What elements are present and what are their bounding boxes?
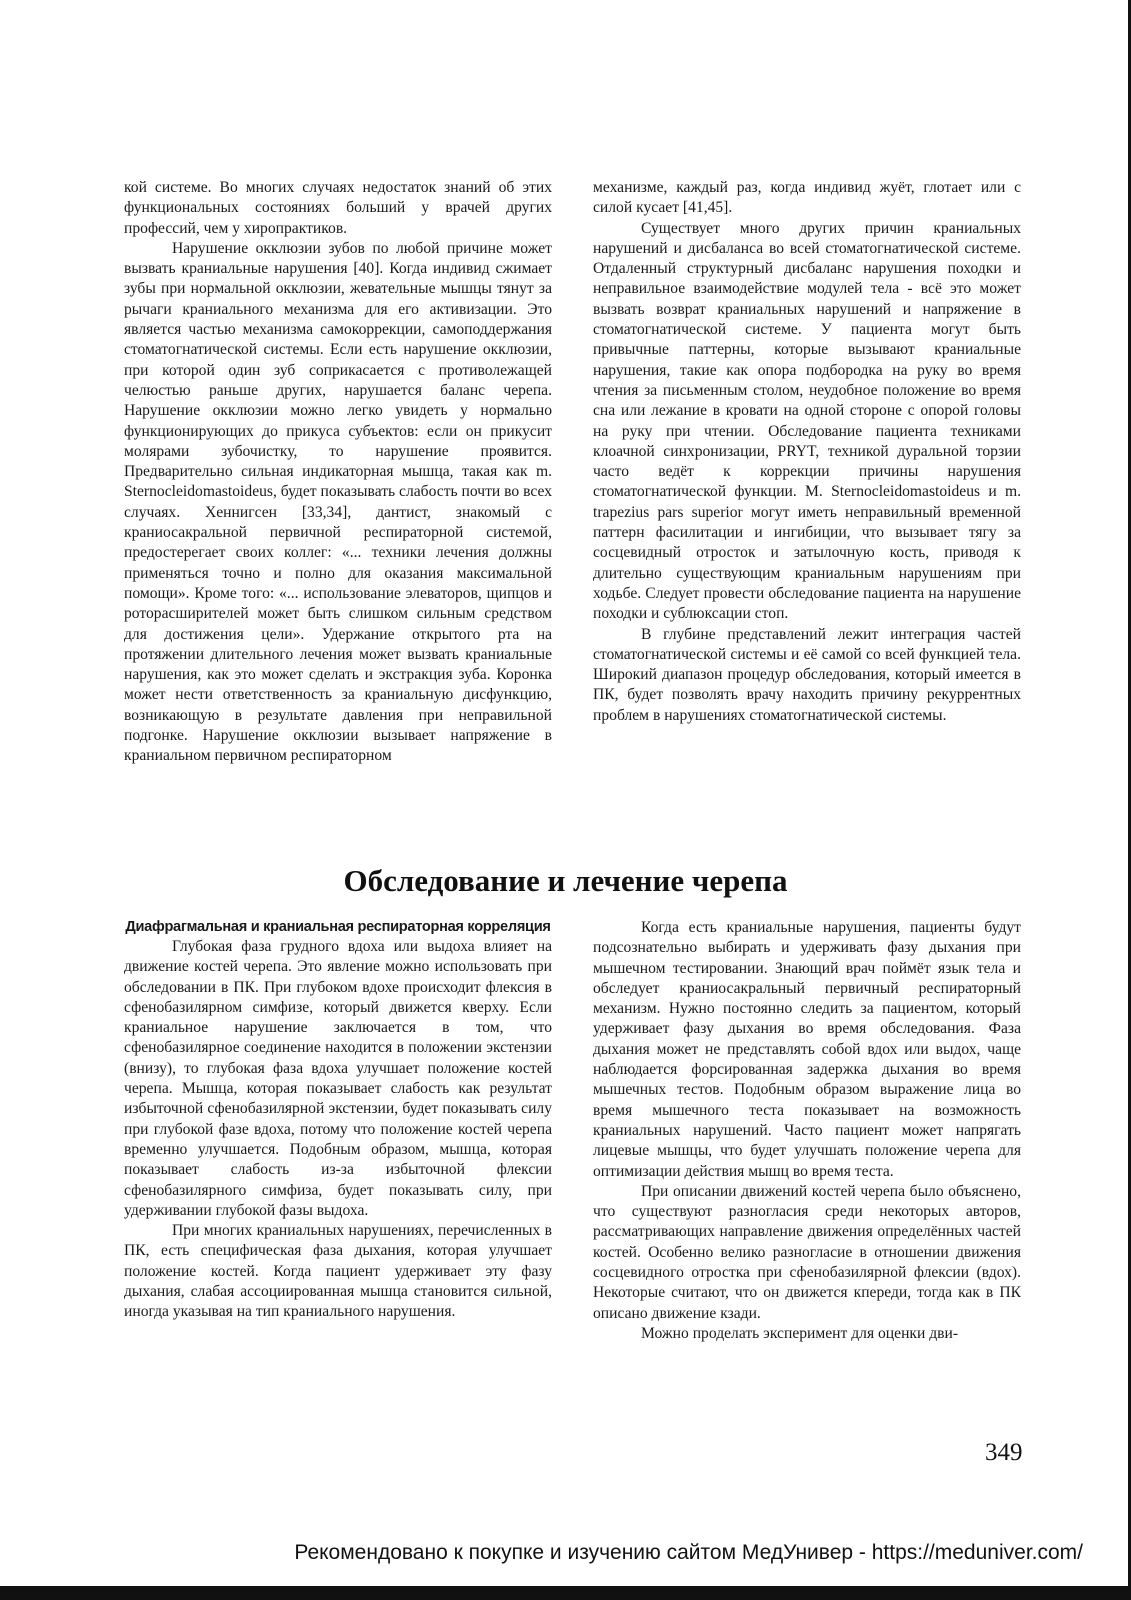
paragraph: Можно проделать эксперимент для оценки дви- — [641, 1324, 959, 1342]
paragraph: механизме, каждый раз, когда индивид жуёт, глотает или с силой кусает [41,45]. — [593, 179, 1021, 217]
paragraph: кой системе. Во многих случаях недостаток знаний об этих функциональных состояниях больший у врачей других профессий, чем у хиропрактиков. — [124, 179, 552, 237]
paragraph: При описании движений костей черепа было объяснено, что существуют разногласия среди некоторых авторов, рассматривающих направление движения определённых частей костей. Особенно велико разногласие в отношении движения сосцевидного отростка при сфенобазилярной флексии (вдох). Некоторые считают, что он движется кпереди, тогда как в ПК описано движение кзади. — [593, 1182, 1021, 1322]
bottom-left-column — [124, 918, 552, 1323]
paragraph: Существует много других причин краниальных нарушений и дисбаланса во всей стоматогнатической системе. Отдаленный структурный дисбаланс нарушения походки и неправильное взаимодействие модулей тела - всё это может вызвать возврат краниальных нарушений и напряжение в стоматогнатической системе. У пациента могут быть привычные паттерны, которые вызывают краниальные нарушения, такие как опора подбородка на руку во время чтения за письменным столом, неудобное положение во время сна или лежание в кровати на одной стороне с опорой головы на руку при чтении. Обследование пациента техниками клоачной синхронизации, PRYT, техникой дуральной торзии часто ведёт к коррекции причины нарушения стоматогнатической функции. M. Sternocleidomastoideus и m. trapezius pars superior могут иметь неправильный временной паттерн фасилитации и ингибиции, что вызывает тягу за сосцевидный отросток и затылочную кость, приводя к длительно существующим краниальным нарушениям при ходьбе. Следует провести обследование пациента на нарушение походки и сублюксации стоп. — [593, 219, 1021, 623]
paragraph: Нарушение окклюзии зубов по любой причине может вызвать краниальные нарушения [40]. Когда индивид сжимает зубы при нормальной окклюзии, жевательные мышцы тянут за рычаги краниального механизма для его активизации. Это является частью механизма самокоррекции, самоподдержания стоматогнатической системы. Если есть нарушение окклюзии, при которой один зуб соприкасается с противолежащей челюстью раньше других, нарушается баланс черепа. Нарушение окклюзии можно легко увидеть у нормально функционирующих до прикуса субъектов: если он прикусит молярами зубочистку, то нарушение проявится. Предварительно сильная индикаторная мышца, такая как m. Sternocleidomastoideus, будет показывать слабость почти во всех случаях. Хеннигсен [33,34], дантист, знакомый с краниосакральной первичной респираторной системой, предостерегает своих коллег: «... техники лечения должны применяться точно и полно для оказания максимальной помощи». Кроме того: «... использование элеваторов, щипцов и роторасширителей может быть слишком сильным средством для достижения цели». Удержание открытого рта на протяжении длительного лечения может вызвать краниальные нарушения, как это может сделать и экстракция зуба. Коронка может нести ответственность за краниальную дисфункцию, возникающую в результате давления при неправильной подгонке. Нарушение окклюзии вызывает напряжение в краниальном первичном респираторном — [124, 239, 553, 765]
paragraph: Глубокая фаза грудного вдоха или выдоха влияет на движение костей черепа. Это явление можно использовать при обследовании в ПК. При глубоком вдохе происходит флексия в сфенобазилярном симфизе, который движется кверху. Если краниальное нарушение заключается в том, что сфенобазилярное соединение находится в положении экстензии (внизу), то глубокая фаза вдоха улучшает положение костей черепа. Мышца, которая показывает слабость как результат избыточной сфенобазилярной экстензии, будет показывать силу при глубокой фазе вдоха, потому что положение костей черепа временно улучшается. Подобным образом, мышца, которая показывает слабость из-за избыточной флексии сфенобазилярного симфиза, будет показывать силу, при удерживании глубокой фазы выдоха. — [124, 938, 552, 1219]
paragraph: При многих краниальных нарушениях, перечисленных в ПК, есть специфическая фаза дыхания, которая улучшает положение костей. Когда пациент удерживает эту фазу дыхания, слабая ассоциированная мышца становится сильной, иногда указывая на тип краниального нарушения. — [124, 1222, 552, 1321]
page-number: 349 — [985, 1439, 1023, 1466]
top-right-column — [593, 178, 1021, 726]
paragraph: Когда есть краниальные нарушения, пациенты будут подсознательно выбирать и удерживать фазу дыхания при мышечном тестировании. Знающий врач поймёт язык тела и обследует краниосакральный первичный респираторный механизм. Нужно постоянно следить за пациентом, который удерживает фазу дыхания во время обследования. Фаза дыхания может не представлять собой вдох или выдох, чаще наблюдается форсированная задержка дыхания во время мышечных тестов. Подобным образом выражение лица во время мышечного теста показывает на возможность краниальных нарушений. Часто пациент может напрягать лицевые мышцы, что будет улучшать положение черепа для оптимизации действия мышц во время теста. — [593, 919, 1021, 1180]
scan-bottom-bar — [0, 1586, 1131, 1600]
paragraph: В глубине представлений лежит интеграция частей стоматогнатической системы и её самой со всей функцией тела. Широкий диапазон процедур обследования, который имеется в ПК, будет позволять врачу находить причину рекуррентных проблем в нарушениях стоматогнатической системы. — [593, 625, 1021, 724]
section-title: Обследование и лечение черепа — [343, 863, 788, 898]
top-left-column — [124, 178, 552, 767]
footer-link-text[interactable]: Рекомендовано к покупке и изучению сайтом МедУнивер - https://meduniver.com/ — [294, 1541, 1083, 1564]
bottom-right-column — [593, 918, 1021, 1344]
subheading: Диафрагмальная и краниальная респираторная корреляция — [125, 919, 551, 935]
